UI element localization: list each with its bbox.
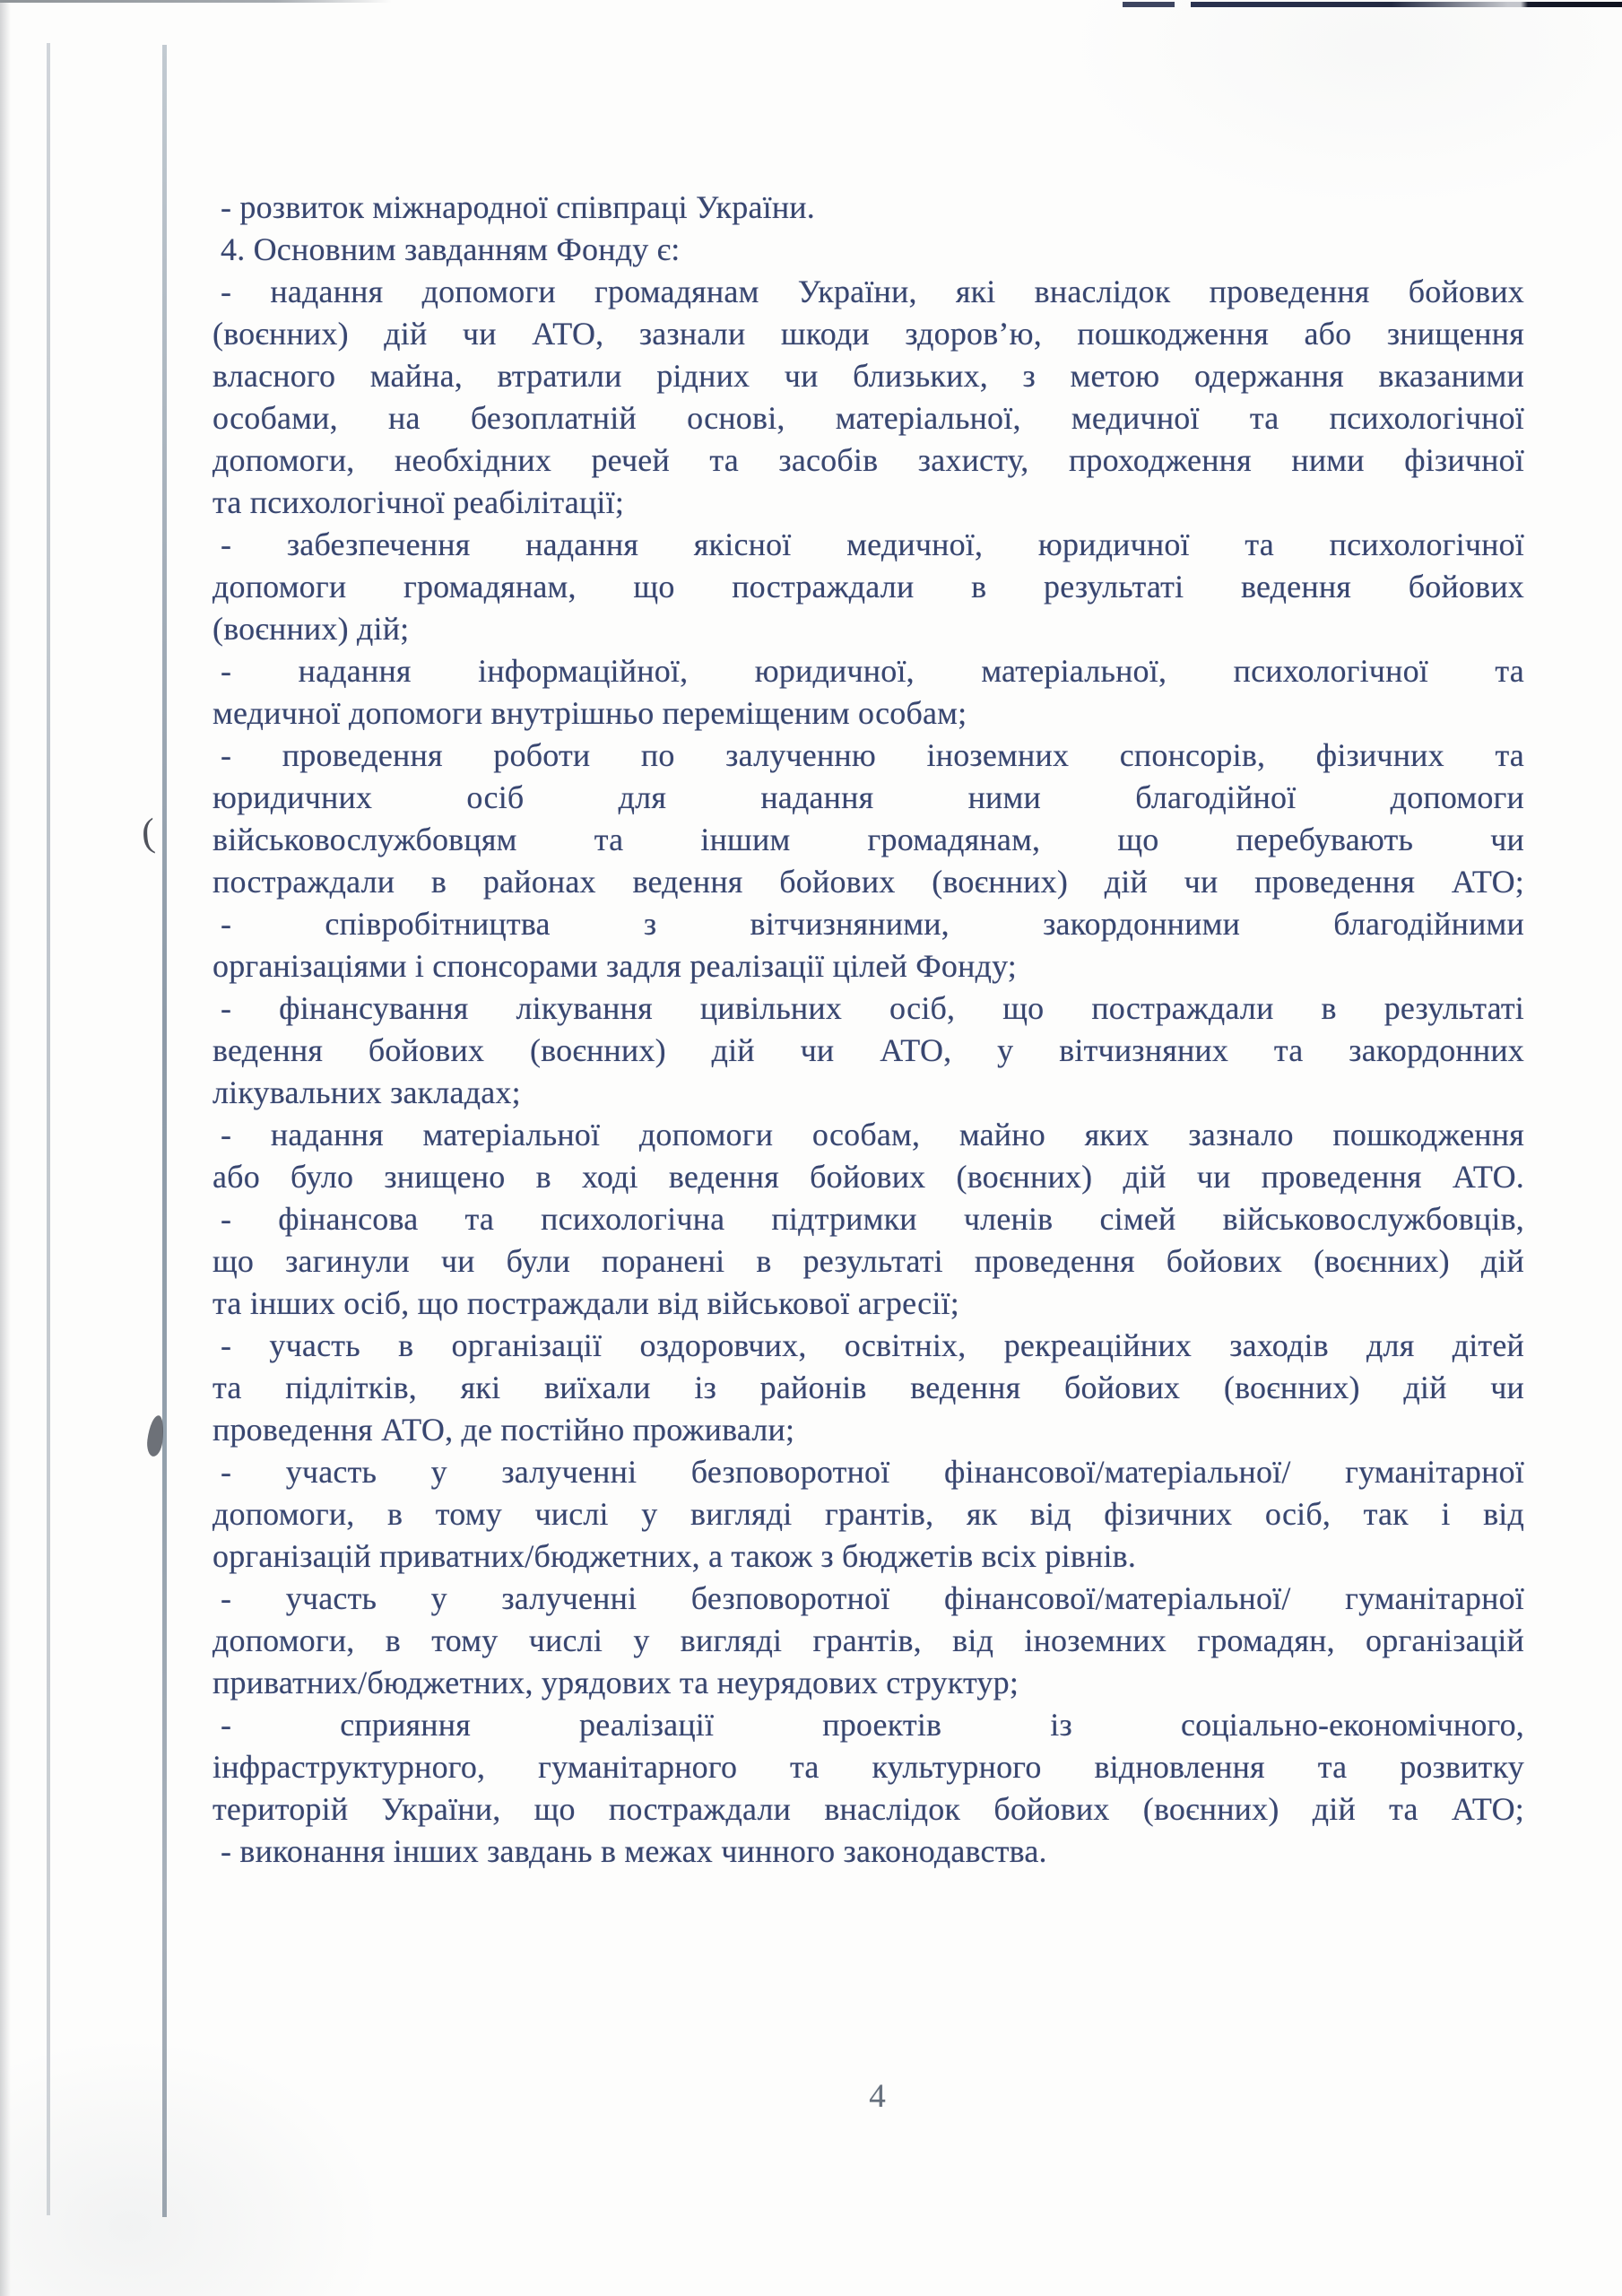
text-line: постраждали в районах ведення бойових (воєнних) дій чи проведення АТО;	[213, 864, 1524, 900]
text-line: - надання інформаційної, юридичної, матеріальної, психологічної та	[221, 653, 1524, 689]
text-line: приватних/бюджетних, урядових та неурядових структур;	[213, 1665, 1019, 1700]
document-body-text	[213, 187, 1524, 1873]
text-line: юридичних осіб для надання ними благодійної допомоги	[213, 779, 1524, 815]
text-line: - фінансова та психологічна підтримки членів сімей військовослужбовців,	[221, 1201, 1524, 1237]
text-line: - участь в організації оздоровчих, освітніх, рекреаційних заходів для дітей	[221, 1327, 1524, 1363]
text-line: лікувальних закладах;	[213, 1074, 521, 1110]
text-line: організацій приватних/бюджетних, а також з бюджетів всіх рівнів.	[213, 1538, 1137, 1574]
text-line: військовослужбовцям та іншим громадянам, що перебувають чи	[213, 822, 1524, 857]
text-line: - проведення роботи по залученню іноземних спонсорів, фізичних та	[221, 737, 1524, 773]
text-line: - участь у залученні безповоротної фінансової/матеріальної/ гуманітарної	[221, 1580, 1524, 1616]
text-line: - участь у залученні безповоротної фінансової/матеріальної/ гуманітарної	[221, 1454, 1524, 1490]
text-line: - забезпечення надання якісної медичної, юридичної та психологічної	[221, 526, 1524, 562]
scan-artifact-paren-mark: (	[140, 810, 157, 856]
text-line: - фінансування лікування цивільних осіб, що постраждали в результаті	[221, 990, 1524, 1026]
text-line: - сприяння реалізації проектів із соціально-економічного,	[221, 1707, 1524, 1743]
text-line: власного майна, втратили рідних чи близьких, з метою одержання вказаними	[213, 358, 1524, 394]
text-line: або було знищено в ході ведення бойових (воєнних) дій чи проведення АТО.	[213, 1159, 1524, 1195]
text-line: територій України, що постраждали внаслідок бойових (воєнних) дій та АТО;	[213, 1791, 1524, 1827]
text-line: - виконання інших завдань в межах чинного законодавства.	[221, 1833, 1047, 1869]
scan-artifact-top-left-line	[0, 0, 392, 3]
text-line: особами, на безоплатній основі, матеріальної, медичної та психологічної	[213, 400, 1524, 436]
text-line: (воєнних) дій;	[213, 611, 410, 647]
text-line: та психологічної реабілітації;	[213, 484, 625, 520]
text-line: ведення бойових (воєнних) дій чи АТО, у вітчизняних та закордонних	[213, 1032, 1524, 1068]
text-line: та підлітків, які виїхали із районів ведення бойових (воєнних) дій чи	[213, 1370, 1524, 1405]
text-line: організаціями і спонсорами задля реалізації цілей Фонду;	[213, 948, 1018, 984]
text-line: - надання допомоги громадянам України, які внаслідок проведення бойових	[221, 274, 1524, 309]
scan-artifact-left-edge-shadow	[0, 0, 11, 2296]
text-line: - співробітництва з вітчизняними, закордонними благодійними	[221, 906, 1524, 942]
text-line: та інших осіб, що постраждали від військової агресії;	[213, 1285, 959, 1321]
text-line: - розвиток міжнародної співпраці України.	[221, 189, 815, 225]
scan-artifact-vertical-line-outer	[47, 43, 50, 2215]
scan-artifact-vertical-line-inner	[162, 45, 167, 2217]
text-line: 4. Основним завданням Фонду є:	[221, 231, 681, 267]
scan-artifact-top-right-dashed-line	[1123, 2, 1622, 7]
text-line: (воєнних) дій чи АТО, зазнали шкоди здоров’ю, пошкодження або знищення	[213, 316, 1524, 352]
text-line: проведення АТО, де постійно проживали;	[213, 1412, 795, 1448]
text-line: допомоги, в тому числі у вигляді грантів, від іноземних громадян, організацій	[213, 1622, 1524, 1658]
page-number: 4	[869, 2078, 886, 2115]
text-line: медичної допомоги внутрішньо переміщеним особам;	[213, 695, 967, 731]
text-line: інфраструктурного, гуманітарного та культурного відновлення та розвитку	[213, 1749, 1524, 1785]
text-line: - надання матеріальної допомоги особам, майно яких зазнало пошкодження	[221, 1117, 1524, 1152]
text-line: допомоги, в тому числі у вигляді грантів, як від фізичних осіб, так і від	[213, 1496, 1524, 1532]
text-line: що загинули чи були поранені в результаті проведення бойових (воєнних) дій	[213, 1243, 1524, 1279]
text-line: допомоги, необхідних речей та засобів захисту, проходження ними фізичної	[213, 442, 1524, 478]
text-line: допомоги громадянам, що постраждали в результаті ведення бойових	[213, 569, 1524, 604]
